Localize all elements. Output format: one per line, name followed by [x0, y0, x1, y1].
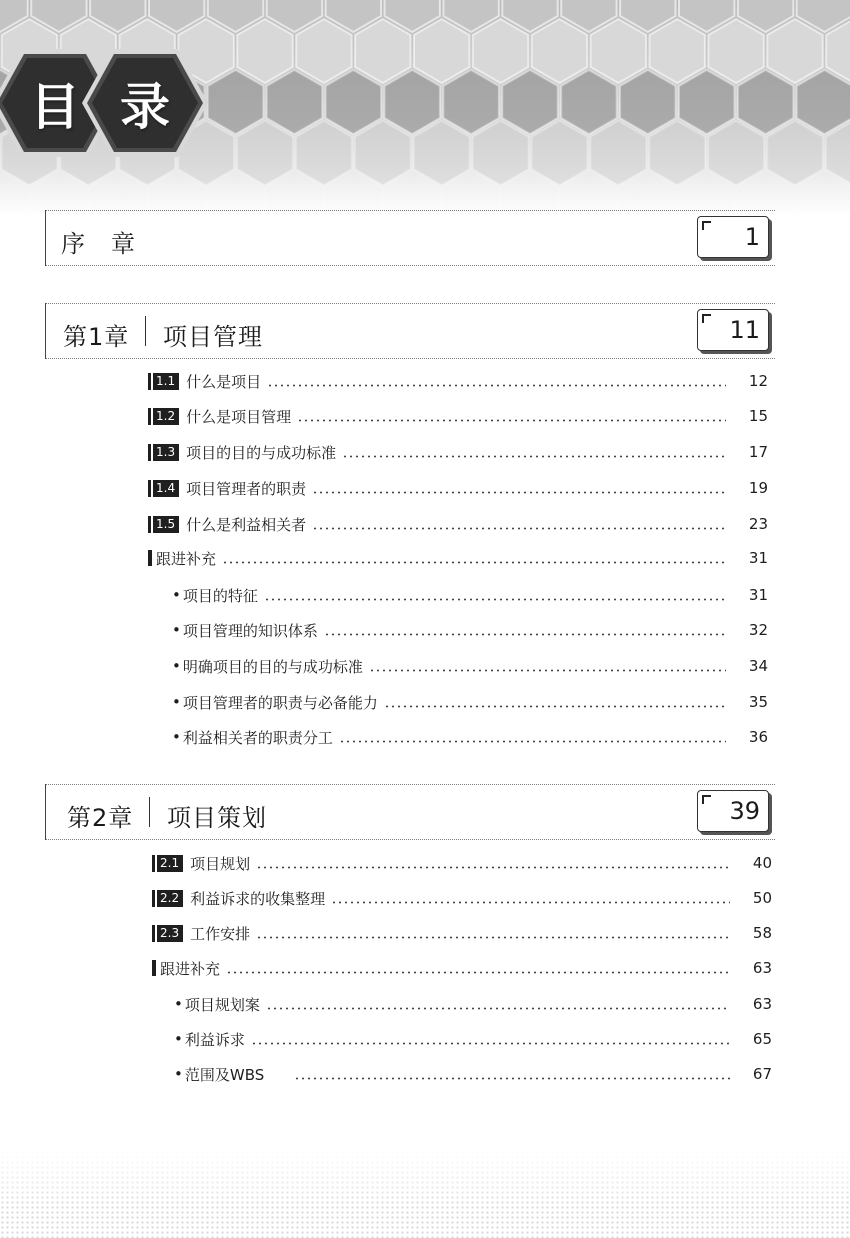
hexagon-tile: [473, 121, 529, 185]
header-banner: [0, 0, 850, 215]
entry-page: 34: [748, 657, 768, 675]
entry-label: 项目规划: [190, 854, 251, 873]
hexagon-tile: [296, 121, 351, 185]
dot-leader: [324, 633, 726, 636]
section-badge: 2.1: [152, 855, 183, 872]
entry-label: 工作安排: [190, 924, 251, 943]
prologue-label: 序 章: [61, 230, 136, 258]
bullet-icon: •: [172, 657, 181, 675]
entry-label: 跟进补充: [160, 959, 221, 978]
entry-page: 32: [748, 621, 768, 639]
toc-entry-1-3[interactable]: [148, 440, 768, 464]
hexagon-tile: [237, 19, 292, 83]
entry-label: 什么是项目: [186, 372, 262, 391]
dot-leader: [256, 866, 730, 869]
section-badge: 2.3: [152, 925, 183, 942]
bullet-icon: •: [174, 1065, 183, 1083]
page-title-char-2: 录: [120, 78, 170, 136]
hexagon-tile: [797, 70, 850, 134]
chapter-separator: [145, 316, 146, 346]
dot-leader: [384, 705, 726, 708]
toc-subitem-1-5[interactable]: [172, 725, 768, 749]
hexagon-tile: [414, 19, 469, 83]
hexagon-tile: [473, 19, 529, 83]
entry-page: 19: [748, 479, 768, 497]
hexagon-tile: [532, 19, 588, 83]
toc-entry-1-2[interactable]: [148, 404, 768, 428]
chapter-2-number: 第2章: [67, 804, 134, 832]
toc-subitem-2-2[interactable]: [174, 1027, 772, 1051]
chapter-separator: [149, 797, 150, 827]
dot-leader: [339, 740, 726, 743]
hexagon-tile: [237, 121, 292, 185]
hexagon-tile: [591, 121, 647, 185]
chapter-1-page-box: [697, 309, 769, 351]
dot-leader: [342, 455, 726, 458]
dot-leader: [251, 1042, 730, 1045]
entry-label: 什么是利益相关者: [186, 515, 307, 534]
entry-page: 31: [748, 549, 768, 567]
entry-page: 63: [752, 959, 772, 977]
hexagon-tile: [767, 121, 822, 185]
prologue-header[interactable]: [45, 210, 775, 266]
prologue-page-number: 1: [744, 223, 760, 251]
entry-page: 15: [748, 407, 768, 425]
corner-mark: [45, 210, 52, 266]
corner-mark: [45, 303, 52, 359]
entry-label: 项目管理的知识体系: [182, 621, 318, 640]
toc-subitem-1-3[interactable]: [172, 654, 768, 678]
hexagon-tile: [650, 121, 705, 185]
entry-label: 项目的特征: [182, 586, 258, 605]
hexagon-tile: [679, 70, 734, 134]
toc-entry-1-5[interactable]: [148, 512, 768, 536]
corner-mark: [45, 784, 52, 840]
dot-leader: [264, 598, 726, 601]
hexagon-tile: [296, 19, 351, 83]
dot-leader: [222, 561, 726, 564]
hexagon-tile: [561, 70, 616, 134]
hexagon-tile: [767, 19, 822, 83]
toc-subitem-2-1[interactable]: [174, 992, 772, 1016]
chapter-2-page-box: [697, 790, 769, 832]
toc-subitem-1-1[interactable]: [172, 583, 768, 607]
entry-page: 50: [752, 889, 772, 907]
entry-label: 利益诉求的收集整理: [190, 889, 326, 908]
hexagon-tile: [443, 70, 498, 134]
bullet-icon: •: [172, 693, 181, 711]
section-badge: 1.1: [148, 373, 179, 390]
toc-entry-2-3[interactable]: [152, 921, 772, 945]
toc-entry-1-4[interactable]: [148, 476, 768, 500]
bullet-icon: •: [172, 586, 181, 604]
bullet-icon: •: [174, 1030, 183, 1048]
hexagon-tile: [414, 121, 469, 185]
section-badge: 1.5: [148, 516, 179, 533]
section-badge: 1.2: [148, 408, 179, 425]
chapter-1-page-number: 11: [729, 316, 760, 344]
hexagon-tile: [355, 19, 410, 83]
prologue-page-box: [697, 216, 769, 258]
entry-page: 67: [752, 1065, 772, 1083]
chapter-1-number: 第1章: [63, 323, 130, 351]
section-badge: 2.2: [152, 890, 183, 907]
bullet-icon: •: [172, 621, 181, 639]
page-title-char-1: 目: [30, 78, 80, 136]
dot-leader: [266, 1007, 730, 1010]
dot-leader: [297, 419, 726, 422]
chapter-1-header[interactable]: [45, 303, 775, 359]
chapter-2-page-number: 39: [729, 797, 760, 825]
entry-label: 项目管理者的职责: [186, 479, 307, 498]
toc-entry-2-1[interactable]: [152, 851, 772, 875]
entry-label: 项目规划案: [184, 995, 260, 1014]
title-hexagon-2: [80, 47, 210, 159]
entry-page: 36: [748, 728, 768, 746]
entry-page: 63: [752, 995, 772, 1013]
bullet-icon: •: [174, 995, 183, 1013]
chapter-2-title: 项目策划: [167, 804, 267, 832]
entry-page: 23: [748, 515, 768, 533]
hexagon-tile: [502, 70, 557, 134]
entry-page: 12: [748, 372, 768, 390]
hexagon-tile: [208, 70, 263, 134]
section-badge: 1.3: [148, 444, 179, 461]
dot-leader: [256, 936, 730, 939]
entry-label: 项目管理者的职责与必备能力: [182, 693, 378, 712]
toc-supplement-1[interactable]: [148, 546, 768, 570]
dot-leader: [267, 384, 726, 387]
supplement-bar-icon: [148, 550, 152, 566]
toc-subitem-1-2[interactable]: [172, 618, 768, 642]
toc-entry-1-1[interactable]: [148, 369, 768, 393]
entry-label: 利益相关者的职责分工: [182, 728, 333, 747]
entry-label: 范围及WBS: [184, 1065, 265, 1084]
supplement-bar-icon: [152, 960, 156, 976]
toc-subitem-1-4[interactable]: [172, 690, 768, 714]
dot-leader: [312, 527, 726, 530]
entry-label: 项目的目的与成功标准: [186, 443, 337, 462]
hexagon-tile: [708, 121, 763, 185]
entry-page: 17: [748, 443, 768, 461]
entry-page: 65: [752, 1030, 772, 1048]
dot-leader: [226, 971, 730, 974]
bullet-icon: •: [172, 728, 181, 746]
hexagon-tile: [385, 70, 440, 134]
toc-entry-2-2[interactable]: [152, 886, 772, 910]
hexagon-tile: [650, 19, 705, 83]
footer-halftone: [0, 1150, 850, 1238]
entry-page: 58: [752, 924, 772, 942]
hexagon-tile: [591, 19, 647, 83]
hexagon-tile: [326, 70, 382, 134]
chapter-1-title: 项目管理: [163, 323, 263, 351]
hexagon-tile: [267, 70, 323, 134]
hexagon-tile: [708, 19, 763, 83]
hexagon-tile: [532, 121, 588, 185]
section-badge: 1.4: [148, 480, 179, 497]
chapter-2-header[interactable]: [45, 784, 775, 840]
entry-label: 明确项目的目的与成功标准: [182, 657, 363, 676]
entry-page: 31: [748, 586, 768, 604]
entry-page: 35: [748, 693, 768, 711]
dot-leader: [369, 669, 726, 672]
entry-page: 40: [752, 854, 772, 872]
toc-subitem-2-3[interactable]: [174, 1062, 772, 1086]
hexagon-tile: [355, 121, 410, 185]
dot-leader: [331, 901, 730, 904]
entry-label: 什么是项目管理: [186, 407, 292, 426]
entry-label: 跟进补充: [156, 549, 217, 568]
dot-leader: [312, 491, 726, 494]
entry-label: 利益诉求: [184, 1030, 245, 1049]
hexagon-tile: [738, 70, 793, 134]
dot-leader: [294, 1077, 730, 1080]
toc-supplement-2[interactable]: [152, 956, 772, 980]
hexagon-tile: [620, 70, 675, 134]
